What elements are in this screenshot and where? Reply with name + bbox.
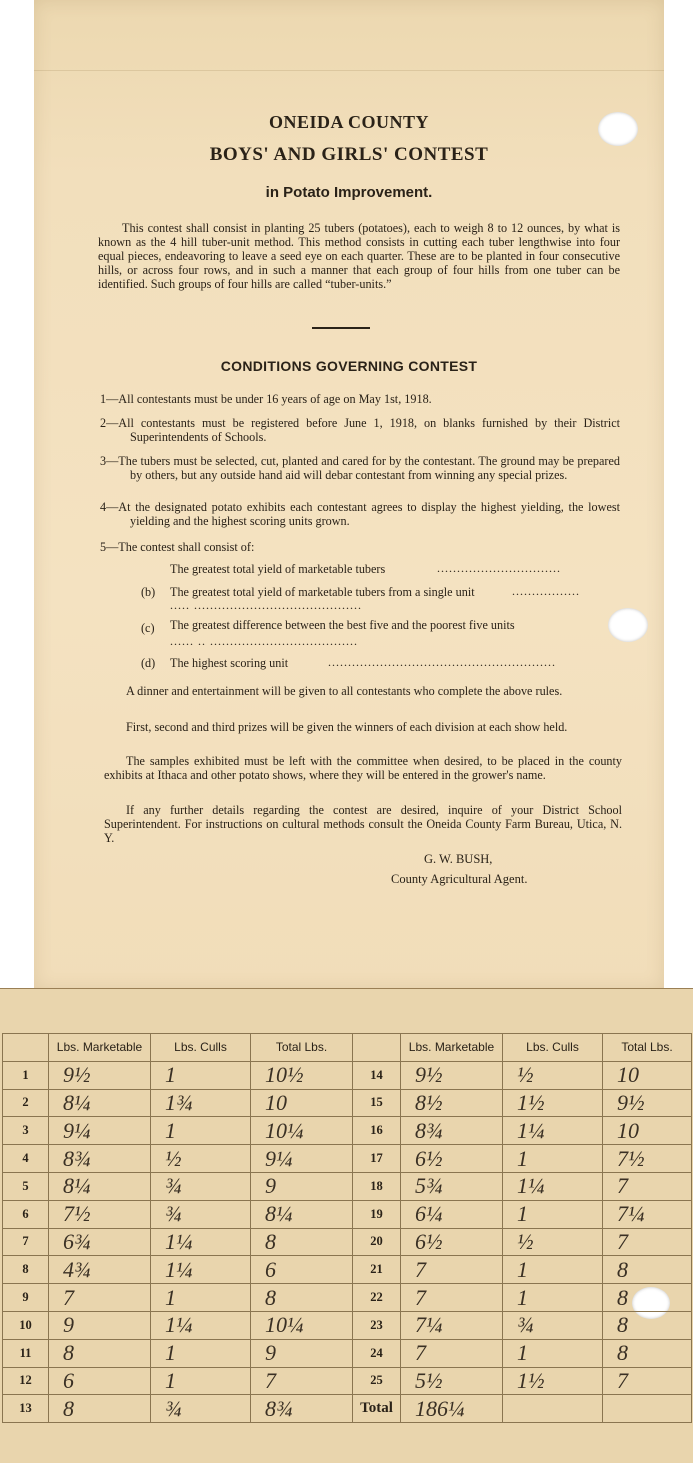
- total-value: 9½: [603, 1089, 692, 1117]
- total-value: 8: [251, 1228, 353, 1256]
- total-value: 10: [603, 1061, 692, 1089]
- marketable-value: 8: [49, 1339, 151, 1367]
- signer-name: G. W. BUSH,: [424, 852, 493, 866]
- total-value: 8: [251, 1284, 353, 1312]
- row-number: 11: [3, 1339, 49, 1367]
- marketable-value: 8¼: [49, 1172, 151, 1200]
- row-number: 9: [3, 1284, 49, 1312]
- condition-item: 5—The contest shall consist of:: [100, 540, 255, 554]
- table-row: [3, 1117, 692, 1145]
- fill-line: .................: [512, 584, 580, 598]
- marketable-value: 5¾: [401, 1172, 503, 1200]
- total-value: 8: [603, 1284, 692, 1312]
- culls-value: ½: [151, 1145, 251, 1173]
- marketable-value: 7: [49, 1284, 151, 1312]
- marketable-value: 7¼: [401, 1311, 503, 1339]
- culls-value: 1: [503, 1200, 603, 1228]
- table-row: [3, 1061, 692, 1089]
- marketable-value: 7: [401, 1284, 503, 1312]
- contest-division-b: The greatest total yield of marketable tubers from a single unit: [170, 585, 475, 599]
- fill-line: ..... ..........................................: [170, 598, 362, 612]
- marketable-value: 4¾: [49, 1256, 151, 1284]
- conditions-heading: CONDITIONS GOVERNING CONTEST: [220, 358, 478, 374]
- total-value: 7: [603, 1228, 692, 1256]
- empty-cell: [503, 1395, 603, 1423]
- marketable-value: 6: [49, 1367, 151, 1395]
- fill-line: ...............................: [437, 561, 561, 575]
- total-value: 10: [251, 1089, 353, 1117]
- contest-division-a: The greatest total yield of marketable tubers: [170, 562, 386, 576]
- total-value: 8¾: [251, 1395, 353, 1423]
- row-number: 19: [353, 1200, 401, 1228]
- grand-total-value: 186¼: [401, 1395, 503, 1423]
- row-number: 6: [3, 1200, 49, 1228]
- culls-value: ¾: [151, 1172, 251, 1200]
- culls-value: 1: [503, 1339, 603, 1367]
- contest-sheet: [34, 0, 664, 990]
- table-row: [3, 1228, 692, 1256]
- rule-paragraph: If any further details regarding the contest are desired, inquire of your District School Superintendent. For instructions on cultural methods consult the Oneida County Farm Bureau, Utica, N. Y.: [104, 803, 622, 845]
- culls-value: 1½: [503, 1367, 603, 1395]
- total-value: 9¼: [251, 1145, 353, 1173]
- marketable-value: 8¾: [401, 1117, 503, 1145]
- title-subject: in Potato Improvement.: [265, 184, 433, 201]
- division-label-c: (c): [141, 621, 155, 635]
- row-number: 12: [3, 1367, 49, 1395]
- total-value: 9: [251, 1172, 353, 1200]
- row-number: 1: [3, 1061, 49, 1089]
- condition-item: 2—All contestants must be registered before June 1, 1918, on blanks furnished by their District Superintendents of Schools.: [100, 416, 620, 444]
- total-value: 8: [603, 1311, 692, 1339]
- yield-table: [2, 1033, 692, 1423]
- marketable-value: 9¼: [49, 1117, 151, 1145]
- marketable-value: 7: [401, 1339, 503, 1367]
- marketable-value: 5½: [401, 1367, 503, 1395]
- signer-title: County Agricultural Agent.: [391, 872, 528, 886]
- culls-value: 1¼: [503, 1172, 603, 1200]
- row-number: 16: [353, 1117, 401, 1145]
- row-number: 10: [3, 1311, 49, 1339]
- row-number: 7: [3, 1228, 49, 1256]
- title-county: ONEIDA COUNTY: [268, 112, 430, 132]
- total-value: 7: [603, 1172, 692, 1200]
- paper-fold: [34, 70, 664, 71]
- table-row: [3, 1284, 692, 1312]
- marketable-value: 8¼: [49, 1089, 151, 1117]
- marketable-value: 9½: [49, 1061, 151, 1089]
- marketable-value: 6¾: [49, 1228, 151, 1256]
- punch-hole: [608, 608, 648, 642]
- rule-paragraph: A dinner and entertainment will be given to all contestants who complete the above rules.: [126, 684, 563, 698]
- row-number: 14: [353, 1061, 401, 1089]
- culls-value: 1¼: [151, 1228, 251, 1256]
- culls-value: 1¼: [151, 1256, 251, 1284]
- total-value: 10: [603, 1117, 692, 1145]
- title-contest: BOYS' AND GIRLS' CONTEST: [209, 144, 489, 165]
- culls-value: 1: [151, 1284, 251, 1312]
- empty-cell: [603, 1395, 692, 1423]
- fill-line: ...... .. .....................................: [170, 634, 358, 648]
- table-body: [3, 1061, 692, 1422]
- table-row: [3, 1172, 692, 1200]
- row-number: 18: [353, 1172, 401, 1200]
- section-divider: [312, 327, 370, 329]
- marketable-value: 6½: [401, 1228, 503, 1256]
- marketable-value: 8¾: [49, 1145, 151, 1173]
- column-header: Lbs. Marketable: [401, 1034, 503, 1062]
- division-label-d: (d): [141, 656, 156, 670]
- culls-value: 1: [151, 1061, 251, 1089]
- marketable-value: 7: [401, 1256, 503, 1284]
- culls-value: ½: [503, 1228, 603, 1256]
- total-value: 10¼: [251, 1311, 353, 1339]
- row-number: 2: [3, 1089, 49, 1117]
- total-value: 9: [251, 1339, 353, 1367]
- culls-value: 1: [151, 1367, 251, 1395]
- table-row: [3, 1256, 692, 1284]
- marketable-value: 8: [49, 1395, 151, 1423]
- row-number: 22: [353, 1284, 401, 1312]
- total-value: 10¼: [251, 1117, 353, 1145]
- row-number: 5: [3, 1172, 49, 1200]
- marketable-value: 7½: [49, 1200, 151, 1228]
- column-header: Lbs. Culls: [151, 1034, 251, 1062]
- table-header-row: [3, 1034, 692, 1062]
- fill-line: .........................................................: [328, 655, 556, 669]
- marketable-value: 8½: [401, 1089, 503, 1117]
- total-value: 6: [251, 1256, 353, 1284]
- culls-value: ¾: [151, 1395, 251, 1423]
- table-row: [3, 1395, 692, 1423]
- marketable-value: 6½: [401, 1145, 503, 1173]
- row-number: 17: [353, 1145, 401, 1173]
- condition-item: 1—All contestants must be under 16 years of age on May 1st, 1918.: [100, 392, 432, 406]
- table-row: [3, 1339, 692, 1367]
- total-value: 10½: [251, 1061, 353, 1089]
- total-value: 8: [603, 1339, 692, 1367]
- row-number: 24: [353, 1339, 401, 1367]
- culls-value: 1¼: [151, 1311, 251, 1339]
- total-value: 8¼: [251, 1200, 353, 1228]
- total-value: 7½: [603, 1145, 692, 1173]
- total-value: 7: [603, 1367, 692, 1395]
- rule-paragraph: The samples exhibited must be left with the committee when desired, to be placed in the county exhibits at Ithaca and other potato shows, where they will be entered in the grower's name.: [104, 754, 622, 782]
- row-number: 8: [3, 1256, 49, 1284]
- table-row: [3, 1367, 692, 1395]
- row-number: 13: [3, 1395, 49, 1423]
- culls-value: 1¾: [151, 1089, 251, 1117]
- row-number: 15: [353, 1089, 401, 1117]
- table-row: [3, 1145, 692, 1173]
- culls-value: 1½: [503, 1089, 603, 1117]
- culls-value: 1: [503, 1256, 603, 1284]
- culls-value: 1: [151, 1339, 251, 1367]
- row-number: 20: [353, 1228, 401, 1256]
- division-label-b: (b): [141, 585, 156, 599]
- culls-value: 1: [151, 1117, 251, 1145]
- marketable-value: 9: [49, 1311, 151, 1339]
- column-header: Lbs. Culls: [503, 1034, 603, 1062]
- row-number: 4: [3, 1145, 49, 1173]
- total-value: 7: [251, 1367, 353, 1395]
- table-row: [3, 1089, 692, 1117]
- table-row: [3, 1200, 692, 1228]
- total-label: Total: [353, 1395, 401, 1423]
- row-number: 3: [3, 1117, 49, 1145]
- condition-item: 3—The tubers must be selected, cut, planted and cared for by the contestant. The ground may be prepared by others, but any outside hand aid will debar contestant from winning any special prizes.: [100, 454, 620, 482]
- culls-value: ¾: [151, 1200, 251, 1228]
- culls-value: ¾: [503, 1311, 603, 1339]
- contest-division-c: The greatest difference between the best five and the poorest five units: [170, 618, 515, 632]
- row-number: 23: [353, 1311, 401, 1339]
- marketable-value: 6¼: [401, 1200, 503, 1228]
- table-row: [3, 1311, 692, 1339]
- culls-value: ½: [503, 1061, 603, 1089]
- row-number: 21: [353, 1256, 401, 1284]
- yield-record-card: [0, 988, 693, 1463]
- column-header: Total Lbs.: [251, 1034, 353, 1062]
- rule-paragraph: First, second and third prizes will be given the winners of each division at each show held.: [126, 720, 568, 734]
- column-header: Lbs. Marketable: [49, 1034, 151, 1062]
- contest-division-d: The highest scoring unit: [170, 656, 289, 670]
- culls-value: 1: [503, 1145, 603, 1173]
- intro-paragraph: This contest shall consist in planting 25 tubers (potatoes), each to weigh 8 to 12 ounces, by what is known as the 4 hill tuber-unit method. This method consists in cutting each tuber lengthwise into four equal pieces, endeavoring to leave a seed eye on each quarter. These are to be planted in four consecutive hills, or across four rows, and in such a manner that each group of four hills from one tuber can be identified. Such groups of four hills are called “tuber-units.”: [98, 221, 620, 291]
- culls-value: 1: [503, 1284, 603, 1312]
- culls-value: 1¼: [503, 1117, 603, 1145]
- marketable-value: 9½: [401, 1061, 503, 1089]
- row-number: 25: [353, 1367, 401, 1395]
- total-value: 8: [603, 1256, 692, 1284]
- total-value: 7¼: [603, 1200, 692, 1228]
- column-header: Total Lbs.: [603, 1034, 692, 1062]
- condition-item: 4—At the designated potato exhibits each contestant agrees to display the highest yielding, the lowest yielding and the highest scoring units grown.: [100, 500, 620, 528]
